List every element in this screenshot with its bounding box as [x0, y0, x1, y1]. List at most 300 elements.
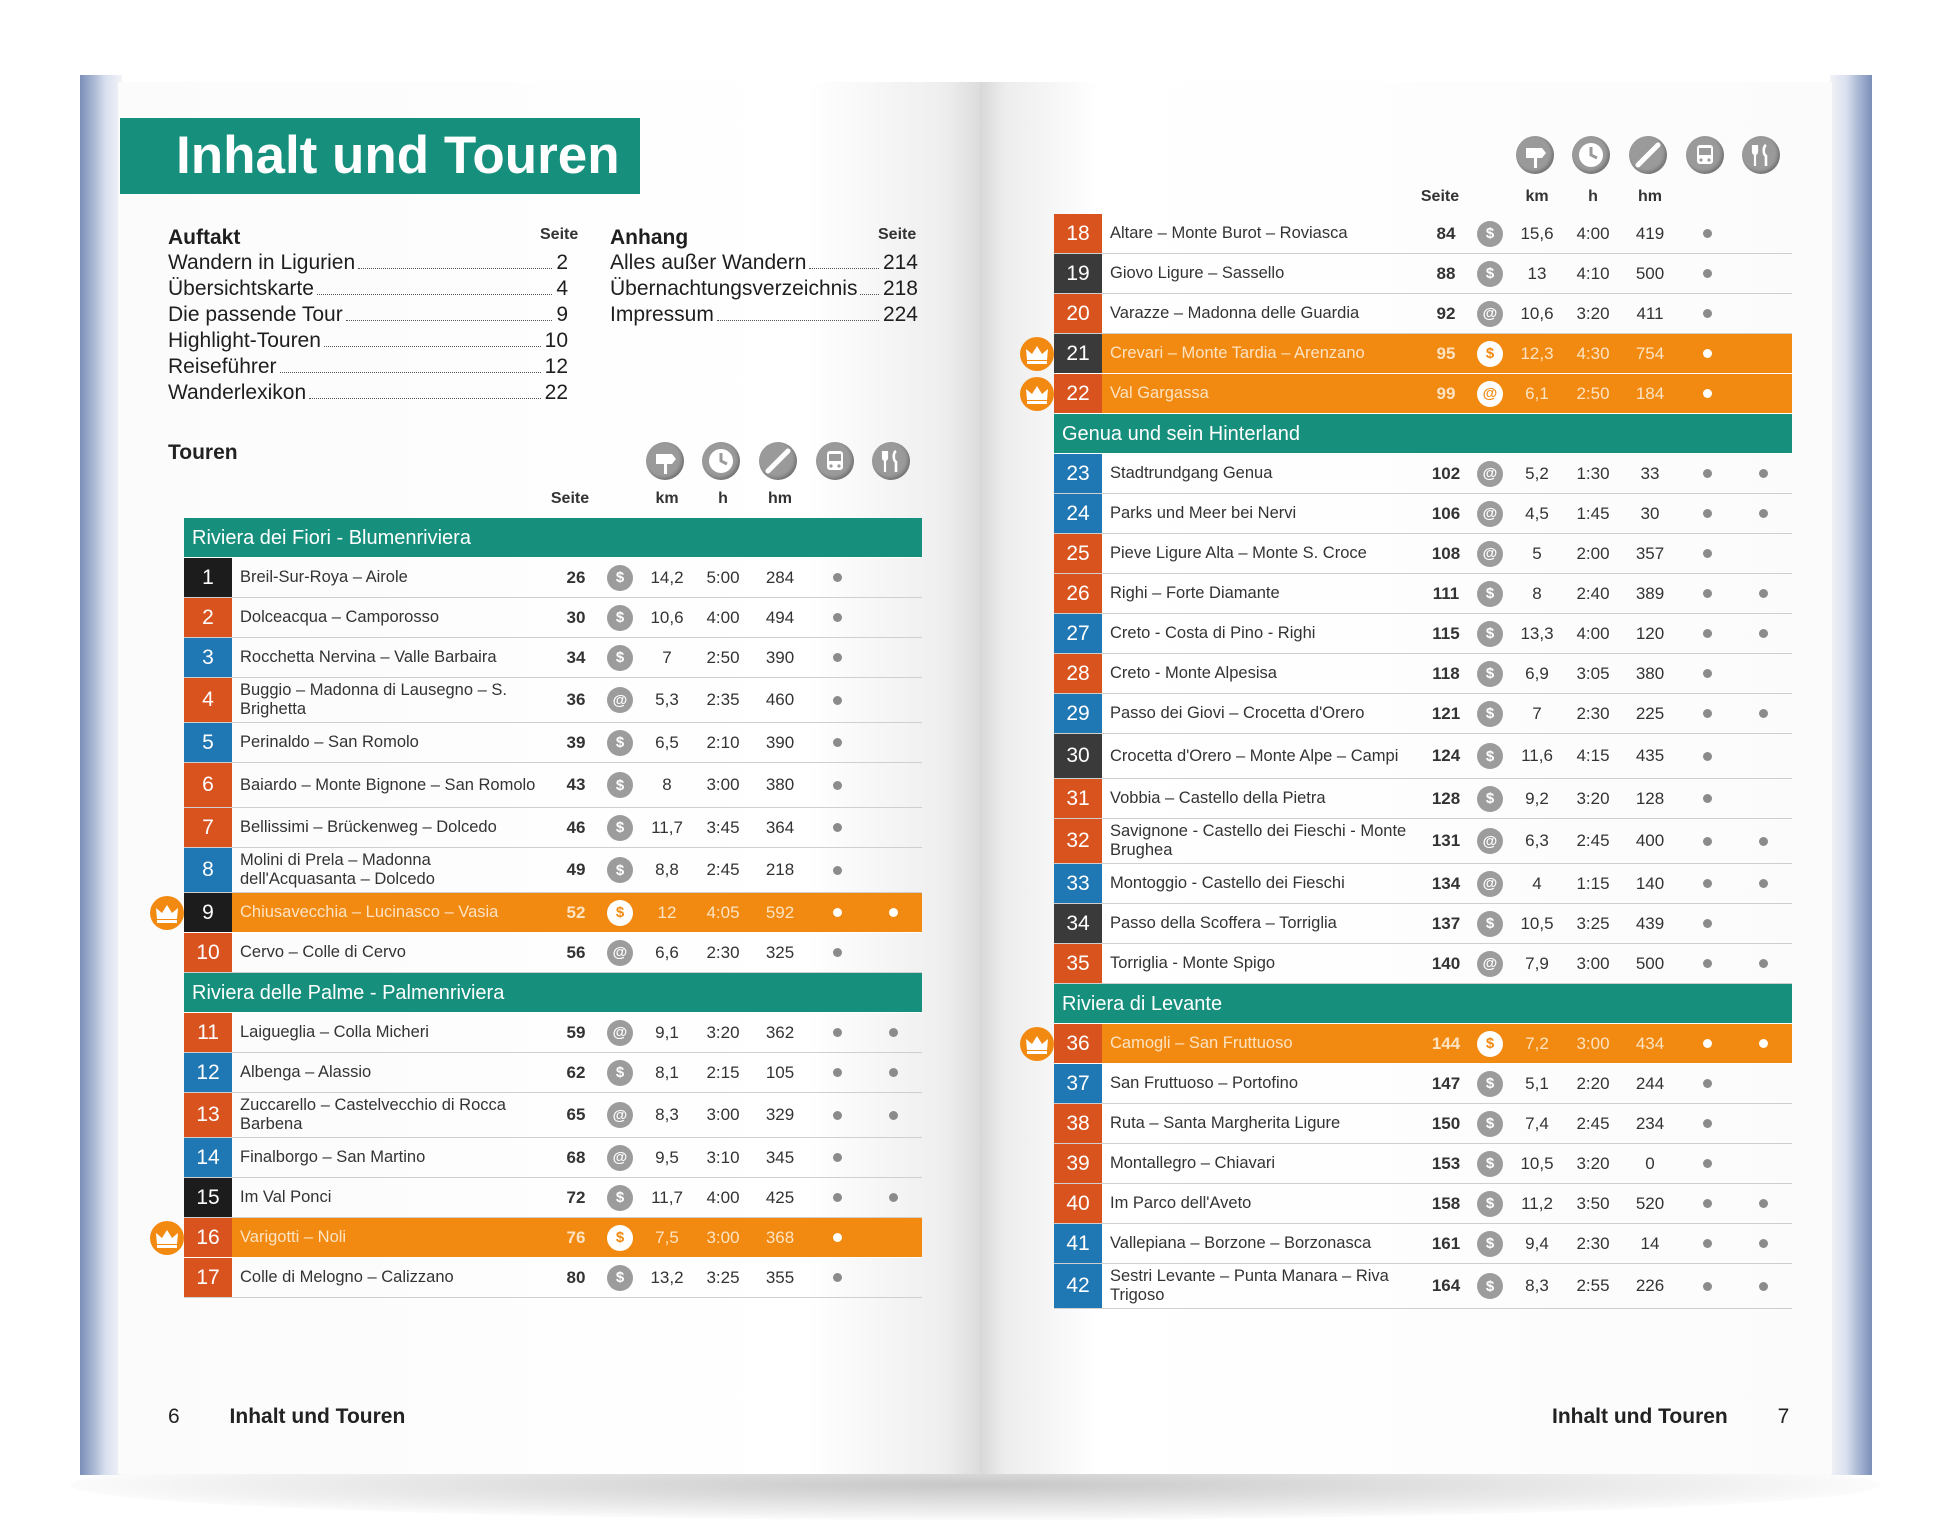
tour-row[interactable] [1054, 614, 1792, 654]
tour-row[interactable] [1054, 1184, 1792, 1224]
tour-elevation: 364 [765, 817, 795, 837]
tour-name: Laigueglia – Colla Micheri [240, 1023, 429, 1041]
bus-dot [833, 866, 842, 875]
food-indicator [1743, 1224, 1783, 1263]
tour-distance: 8,1 [655, 1062, 679, 1082]
tour-page: 30 [566, 607, 586, 627]
difficulty-cell [1466, 334, 1514, 373]
difficulty-cell [1466, 654, 1514, 693]
tour-row[interactable] [1054, 1024, 1792, 1064]
tour-duration: 1:15 [1576, 873, 1610, 893]
tour-distance: 7,2 [1525, 1033, 1549, 1053]
tour-number: 10 [184, 933, 232, 972]
tour-page: 43 [566, 775, 586, 794]
tour-row[interactable] [1054, 454, 1792, 494]
restaurant-icon [872, 442, 910, 480]
bus-indicator [1687, 864, 1727, 903]
tour-duration: 2:30 [1576, 703, 1610, 723]
bus-indicator [1687, 904, 1727, 943]
bus-indicator [817, 1093, 857, 1137]
tour-row[interactable] [184, 598, 922, 638]
difficulty-cell [596, 1218, 644, 1257]
toc-entry [168, 328, 568, 354]
bus-dot [833, 1068, 842, 1077]
bus-indicator [1687, 1184, 1727, 1223]
tour-distance: 10,6 [1520, 303, 1554, 323]
tour-row[interactable] [1054, 654, 1792, 694]
tour-elevation: 754 [1635, 343, 1665, 363]
tour-number: 26 [1054, 574, 1102, 613]
tour-row[interactable] [1054, 574, 1792, 614]
bus-dot [1703, 669, 1712, 678]
tour-page: 153 [1431, 1153, 1461, 1173]
tour-name: Perinaldo – San Romolo [240, 733, 419, 751]
section-header: Riviera di Levante [1054, 984, 1792, 1024]
difficulty-icon: $ [1477, 221, 1503, 247]
tour-name: Savignone - Castello dei Fieschi - Monte Brughea [1110, 822, 1407, 859]
tour-duration: 2:45 [706, 860, 740, 879]
tour-elevation: 128 [1635, 788, 1665, 808]
tour-row[interactable] [1054, 734, 1792, 779]
bus-dot [1703, 509, 1712, 518]
bus-dot [1703, 629, 1712, 638]
food-dot [889, 1111, 898, 1120]
toc-entry-label: Übernachtungsverzeichnis [610, 277, 858, 300]
slope-icon [1629, 136, 1667, 174]
tour-number: 28 [1054, 654, 1102, 693]
tour-number: 9 [184, 893, 232, 932]
tour-name: Sestri Levante – Punta Manara – Riva Trigoso [1110, 1267, 1389, 1304]
tour-distance: 11,6 [1521, 746, 1553, 765]
tour-row[interactable] [184, 848, 922, 893]
difficulty-icon: $ [607, 1225, 633, 1251]
bus-dot [833, 613, 842, 622]
toc-auftakt-seite-label: Seite [540, 226, 579, 243]
food-indicator [1743, 694, 1783, 733]
bus-indicator [1687, 574, 1727, 613]
bus-dot [1703, 959, 1712, 968]
difficulty-cell [596, 638, 644, 677]
tour-page: 158 [1431, 1193, 1461, 1213]
difficulty-icon: @ [1477, 828, 1503, 854]
tour-row[interactable] [1054, 944, 1792, 984]
tour-duration: 2:45 [1576, 831, 1610, 850]
tour-distance: 12 [657, 902, 677, 922]
toc-entry-page: 22 [544, 381, 568, 404]
toc-auftakt-header: Auftakt [168, 226, 241, 249]
tour-duration: 3:00 [1576, 953, 1610, 973]
difficulty-icon: @ [1477, 381, 1503, 407]
tour-distance: 5,3 [655, 690, 679, 709]
tour-row[interactable] [184, 558, 922, 598]
bus-dot [1703, 1159, 1712, 1168]
difficulty-cell [596, 848, 644, 892]
tour-elevation: 439 [1635, 913, 1665, 933]
difficulty-icon: @ [607, 1102, 633, 1128]
toc-entry [168, 380, 568, 406]
tour-page: 128 [1431, 788, 1461, 808]
tour-number: 20 [1054, 294, 1102, 333]
tour-elevation: 140 [1635, 873, 1665, 893]
tour-distance: 4 [1532, 873, 1542, 893]
tour-row[interactable] [1054, 374, 1792, 414]
tour-distance: 8,8 [655, 860, 679, 879]
tour-number: 22 [1054, 374, 1102, 413]
tour-distance: 7,5 [655, 1227, 679, 1247]
tour-name: Montallegro – Chiavari [1110, 1154, 1276, 1172]
tour-number: 8 [184, 848, 232, 892]
difficulty-cell [596, 1053, 644, 1092]
tour-name: Buggio – Madonna di Lausegno – S. Brighetta [240, 681, 507, 718]
tour-page: 164 [1431, 1276, 1461, 1295]
tour-elevation: 380 [1635, 663, 1665, 683]
toc-dot-leader [346, 319, 553, 321]
bus-dot [833, 948, 842, 957]
tour-row[interactable] [1054, 1104, 1792, 1144]
tour-elevation: 329 [765, 1105, 795, 1124]
tour-distance: 11,2 [1521, 1193, 1553, 1213]
difficulty-cell [1466, 1224, 1514, 1263]
footer-right-page-number: 7 [1777, 1405, 1790, 1428]
tour-page: 72 [566, 1187, 586, 1207]
bus-dot [833, 908, 842, 917]
tour-row[interactable] [1054, 694, 1792, 734]
tour-distance: 5,1 [1525, 1073, 1549, 1093]
tour-distance: 8 [1532, 583, 1542, 603]
tour-row[interactable] [1054, 294, 1792, 334]
tour-row[interactable] [184, 893, 922, 933]
difficulty-icon: $ [607, 565, 633, 591]
bus-dot [1703, 709, 1712, 718]
tour-name: Bellissimi – Brückenweg – Dolcedo [240, 818, 497, 836]
tour-number: 2 [184, 598, 232, 637]
tour-row[interactable] [184, 1178, 922, 1218]
bus-indicator [1687, 734, 1727, 778]
tour-row[interactable] [1054, 779, 1792, 819]
tour-page: 84 [1436, 223, 1456, 243]
tour-row[interactable] [1054, 864, 1792, 904]
difficulty-cell [1466, 574, 1514, 613]
tour-duration: 2:45 [1576, 1113, 1610, 1133]
difficulty-cell [596, 723, 644, 762]
tour-duration: 3:00 [706, 775, 740, 794]
difficulty-cell [596, 1013, 644, 1052]
bus-dot [1703, 1199, 1712, 1208]
footer-left-page-number: 6 [168, 1405, 180, 1428]
food-dot [1759, 1239, 1768, 1248]
tour-row[interactable] [184, 808, 922, 848]
tour-page: 26 [566, 567, 586, 587]
tour-row[interactable] [184, 763, 922, 808]
bus-indicator [817, 1138, 857, 1177]
difficulty-cell [596, 598, 644, 637]
tour-number: 7 [184, 808, 232, 847]
toc-dot-leader [280, 371, 541, 373]
bus-dot [833, 1111, 842, 1120]
tour-duration: 2:35 [706, 690, 740, 709]
difficulty-icon: $ [1477, 1231, 1503, 1257]
tour-row[interactable] [1054, 819, 1792, 864]
tour-elevation: 362 [765, 1022, 795, 1042]
tour-row[interactable] [1054, 494, 1792, 534]
food-indicator [1743, 1024, 1783, 1063]
tour-duration: 3:20 [1576, 1153, 1610, 1173]
toc-dot-leader [309, 397, 541, 399]
signpost-icon [646, 442, 684, 480]
bus-indicator [1687, 294, 1727, 333]
tour-page: 161 [1431, 1233, 1461, 1253]
tour-row[interactable] [1054, 254, 1792, 294]
footer-left-title: Inhalt und Touren [229, 1405, 406, 1428]
bus-indicator [1687, 534, 1727, 573]
tour-page: 59 [566, 1022, 586, 1042]
tour-name: Parks und Meer bei Nervi [1110, 504, 1297, 522]
col-header-hm: hm [768, 490, 792, 507]
tour-row[interactable] [1054, 334, 1792, 374]
difficulty-cell [1466, 614, 1514, 653]
tour-duration: 4:10 [1576, 263, 1610, 283]
bus-indicator [817, 723, 857, 762]
tour-number: 14 [184, 1138, 232, 1177]
tour-elevation: 284 [765, 567, 795, 587]
tour-name: Val Gargassa [1110, 384, 1209, 402]
tour-elevation: 400 [1635, 831, 1665, 850]
tour-page: 150 [1431, 1113, 1461, 1133]
difficulty-icon: $ [1477, 261, 1503, 287]
tour-name: Altare – Monte Burot – Roviasca [1110, 224, 1348, 242]
tour-elevation: 520 [1635, 1193, 1665, 1213]
difficulty-icon: $ [607, 730, 633, 756]
difficulty-icon: @ [1477, 951, 1503, 977]
tour-number: 24 [1054, 494, 1102, 533]
tour-page: 115 [1432, 623, 1460, 643]
food-indicator [1743, 614, 1783, 653]
bus-dot [1703, 349, 1712, 358]
tour-elevation: 434 [1635, 1033, 1665, 1053]
tour-duration: 4:00 [1576, 623, 1610, 643]
tour-row[interactable] [1054, 1224, 1792, 1264]
bus-dot [1703, 589, 1712, 598]
tour-number: 11 [184, 1013, 232, 1052]
tour-number: 18 [1054, 214, 1102, 253]
difficulty-icon: $ [1477, 661, 1503, 687]
touren-label: Touren [168, 441, 238, 464]
bus-indicator [1687, 214, 1727, 253]
tour-number: 27 [1054, 614, 1102, 653]
tour-page: 147 [1431, 1073, 1461, 1093]
tour-row[interactable] [184, 638, 922, 678]
tour-distance: 13,2 [650, 1267, 684, 1287]
tour-name: Pieve Ligure Alta – Monte S. Croce [1110, 544, 1367, 562]
difficulty-cell [596, 763, 644, 807]
tour-number: 36 [1054, 1024, 1102, 1063]
section-header: Riviera dei Fiori - Blumenriviera [184, 518, 922, 558]
food-dot [1759, 469, 1768, 478]
bus-indicator [817, 678, 857, 722]
tour-distance: 13,3 [1520, 623, 1554, 643]
bus-dot [833, 1193, 842, 1202]
tour-row[interactable] [1054, 904, 1792, 944]
food-indicator [873, 1178, 913, 1217]
tour-elevation: 244 [1635, 1073, 1665, 1093]
bus-dot [1703, 469, 1712, 478]
tour-page: 68 [566, 1147, 586, 1167]
difficulty-icon: $ [1477, 701, 1503, 727]
tour-distance: 7,4 [1525, 1113, 1549, 1133]
food-dot [889, 1193, 898, 1202]
difficulty-cell [1466, 734, 1514, 778]
tour-page: 49 [566, 860, 586, 879]
bus-dot [1703, 269, 1712, 278]
tour-name: Crevari – Monte Tardia – Arenzano [1110, 344, 1365, 362]
tour-row[interactable] [184, 1138, 922, 1178]
difficulty-cell [1466, 294, 1514, 333]
food-dot [1759, 1199, 1768, 1208]
tour-duration: 3:20 [1576, 788, 1610, 808]
tour-elevation: 14 [1640, 1233, 1660, 1253]
tour-page: 34 [566, 647, 586, 667]
tour-elevation: 435 [1635, 746, 1665, 765]
food-dot [1759, 837, 1768, 846]
tour-duration: 4:00 [706, 607, 740, 627]
difficulty-icon: @ [607, 687, 633, 713]
tour-elevation: 33 [1640, 463, 1660, 483]
tour-row[interactable] [1054, 214, 1792, 254]
tour-row[interactable] [1054, 1064, 1792, 1104]
bus-dot [1703, 309, 1712, 318]
difficulty-icon: $ [1477, 1151, 1503, 1177]
difficulty-icon: @ [1477, 871, 1503, 897]
bus-indicator [817, 1013, 857, 1052]
tour-distance: 14,2 [650, 567, 684, 587]
tour-page: 80 [566, 1267, 586, 1287]
tour-row[interactable] [1054, 1144, 1792, 1184]
difficulty-icon: $ [607, 1265, 633, 1291]
difficulty-icon: @ [1477, 541, 1503, 567]
difficulty-icon: @ [607, 1020, 633, 1046]
food-indicator [873, 1013, 913, 1052]
signpost-icon [1516, 136, 1554, 174]
difficulty-icon: $ [607, 815, 633, 841]
tour-name: Torriglia - Monte Spigo [1110, 954, 1276, 972]
bus-indicator [1687, 334, 1727, 373]
food-indicator [1743, 864, 1783, 903]
bus-indicator [817, 1178, 857, 1217]
tour-number: 41 [1054, 1224, 1102, 1263]
tour-row[interactable] [1054, 1264, 1792, 1309]
tour-elevation: 390 [765, 647, 795, 667]
tour-name: Camogli – San Fruttuoso [1110, 1034, 1293, 1052]
tour-elevation: 411 [1636, 303, 1664, 323]
col-header-h: h [718, 490, 728, 507]
tour-number: 39 [1054, 1144, 1102, 1183]
tour-page: 140 [1431, 953, 1461, 973]
bus-dot [1703, 229, 1712, 238]
difficulty-cell [596, 933, 644, 972]
difficulty-cell [596, 558, 644, 597]
food-dot [1759, 629, 1768, 638]
bus-dot [1703, 389, 1712, 398]
tour-elevation: 500 [1635, 953, 1665, 973]
difficulty-cell [596, 1138, 644, 1177]
tour-name: San Fruttuoso – Portofino [1110, 1074, 1299, 1092]
tour-number: 32 [1054, 819, 1102, 863]
tour-name: Molini di Prela – Madonna dell'Acquasanta – Dolcedo [240, 851, 435, 888]
difficulty-icon: @ [607, 1145, 633, 1171]
toc-entry-label: Die passende Tour [168, 303, 343, 326]
bus-indicator [817, 933, 857, 972]
toc-dot-leader [317, 293, 552, 295]
tour-row[interactable] [184, 1093, 922, 1138]
difficulty-cell [1466, 454, 1514, 493]
tour-table-left [184, 518, 922, 1298]
toc-entry-page: 10 [544, 329, 568, 352]
tour-distance: 5,2 [1525, 463, 1549, 483]
bus-indicator [1687, 654, 1727, 693]
tour-row[interactable] [184, 1053, 922, 1093]
difficulty-icon: $ [1477, 621, 1503, 647]
tour-row[interactable] [184, 678, 922, 723]
tour-elevation: 225 [1635, 703, 1665, 723]
difficulty-icon: $ [607, 1060, 633, 1086]
tour-row[interactable] [184, 1013, 922, 1053]
tour-page: 108 [1431, 543, 1461, 563]
toc-entry-page: 218 [882, 277, 918, 300]
tour-row[interactable] [184, 933, 922, 973]
tour-distance: 7,9 [1525, 953, 1549, 973]
tour-row[interactable] [184, 1218, 922, 1258]
footer-right-title: Inhalt und Touren [1552, 1405, 1728, 1428]
tour-name: Vallepiana – Borzone – Borzonasca [1110, 1234, 1372, 1252]
toc-entry [168, 276, 568, 302]
tour-distance: 15,6 [1520, 223, 1554, 243]
tour-page: 137 [1431, 913, 1461, 933]
toc-entry-page: 12 [544, 355, 568, 378]
bus-icon [816, 442, 854, 480]
tour-duration: 4:00 [1576, 223, 1610, 243]
tour-number: 38 [1054, 1104, 1102, 1143]
tour-name: Dolceacqua – Camporosso [240, 608, 440, 626]
tour-name: Vobbia – Castello della Pietra [1110, 789, 1326, 807]
tour-duration: 3:25 [1576, 913, 1610, 933]
difficulty-cell [1466, 1144, 1514, 1183]
bus-indicator [1687, 944, 1727, 983]
col-header-km: km [655, 490, 679, 507]
col-header-seite-right: Seite [1420, 188, 1460, 205]
food-dot [1759, 1282, 1768, 1291]
tour-row[interactable] [1054, 534, 1792, 574]
difficulty-icon: @ [1477, 501, 1503, 527]
difficulty-cell [596, 678, 644, 722]
food-dot [889, 1068, 898, 1077]
tour-distance: 4,5 [1525, 503, 1549, 523]
toc-dot-leader [809, 267, 878, 269]
page-title: Inhalt und Touren [120, 118, 640, 194]
bus-indicator [1687, 254, 1727, 293]
tour-distance: 12,3 [1520, 343, 1554, 363]
tour-elevation: 357 [1635, 543, 1665, 563]
tour-number: 29 [1054, 694, 1102, 733]
toc-auftakt-list [168, 250, 568, 406]
difficulty-cell [1466, 944, 1514, 983]
tour-row[interactable] [184, 723, 922, 763]
tour-page: 144 [1431, 1033, 1461, 1053]
bus-indicator [817, 848, 857, 892]
bus-indicator [1687, 1064, 1727, 1103]
toc-entry-label: Impressum [610, 303, 714, 326]
tour-name: Baiardo – Monte Bignone – San Romolo [240, 775, 536, 794]
tour-row[interactable] [184, 1258, 922, 1298]
